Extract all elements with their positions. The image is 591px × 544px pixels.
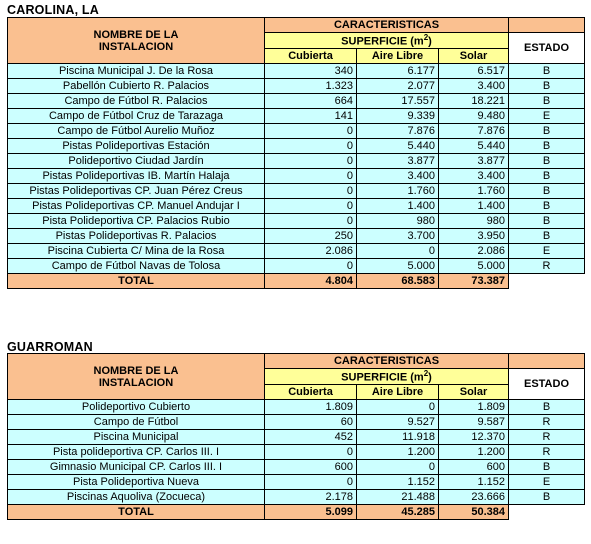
estado-value: R bbox=[509, 259, 585, 274]
total-label: TOTAL bbox=[8, 505, 265, 520]
aire-libre-value: 11.918 bbox=[357, 430, 439, 445]
aire-libre-value: 3.877 bbox=[357, 154, 439, 169]
facility-name: Polideportivo Ciudad Jardín bbox=[8, 154, 265, 169]
table-row bbox=[8, 244, 585, 259]
table-row bbox=[8, 94, 585, 109]
cubierta-value: 0 bbox=[265, 214, 357, 229]
section-title: GUARROMAN bbox=[7, 340, 93, 354]
estado-value: B bbox=[509, 79, 585, 94]
estado-value: R bbox=[509, 445, 585, 460]
aire-libre-value: 5.000 bbox=[357, 259, 439, 274]
aire-libre-value: 0 bbox=[357, 460, 439, 475]
estado-value: B bbox=[509, 490, 585, 505]
col-header-empty bbox=[509, 354, 585, 369]
aire-libre-value: 1.200 bbox=[357, 445, 439, 460]
col-header-solar: Solar bbox=[439, 49, 509, 64]
estado-value: B bbox=[509, 169, 585, 184]
estado-value: E bbox=[509, 244, 585, 259]
aire-libre-value: 17.557 bbox=[357, 94, 439, 109]
col-header-solar: Solar bbox=[439, 385, 509, 400]
facility-name: Gimnasio Municipal CP. Carlos III. I bbox=[8, 460, 265, 475]
estado-value: B bbox=[509, 400, 585, 415]
solar-value: 9.480 bbox=[439, 109, 509, 124]
facility-name: Pabellón Cubierto R. Palacios bbox=[8, 79, 265, 94]
cubierta-value: 0 bbox=[265, 169, 357, 184]
col-header-aire-libre: Aire Libre bbox=[357, 385, 439, 400]
section-title: CAROLINA, LA bbox=[7, 3, 99, 17]
total-aire-libre: 45.285 bbox=[357, 505, 439, 520]
table-row bbox=[8, 184, 585, 199]
cubierta-value: 452 bbox=[265, 430, 357, 445]
total-cubierta: 4.804 bbox=[265, 274, 357, 289]
table-row bbox=[8, 139, 585, 154]
total-aire-libre: 68.583 bbox=[357, 274, 439, 289]
col-header-estado: ESTADO bbox=[509, 369, 585, 400]
estado-value: R bbox=[509, 415, 585, 430]
facility-name: Pistas Polideportivas IB. Martín Halaja bbox=[8, 169, 265, 184]
solar-value: 12.370 bbox=[439, 430, 509, 445]
cubierta-value: 2.086 bbox=[265, 244, 357, 259]
table-row bbox=[8, 169, 585, 184]
cubierta-value: 600 bbox=[265, 460, 357, 475]
cubierta-value: 0 bbox=[265, 475, 357, 490]
facilities-table bbox=[7, 17, 585, 289]
estado-value: B bbox=[509, 229, 585, 244]
facility-name: Pista Polideportiva Nueva bbox=[8, 475, 265, 490]
aire-libre-value: 980 bbox=[357, 214, 439, 229]
cubierta-value: 60 bbox=[265, 415, 357, 430]
cubierta-value: 1.323 bbox=[265, 79, 357, 94]
aire-libre-value: 7.876 bbox=[357, 124, 439, 139]
estado-value: B bbox=[509, 199, 585, 214]
facilities-table bbox=[7, 353, 585, 520]
facility-name: Polideportivo Cubierto bbox=[8, 400, 265, 415]
estado-value: B bbox=[509, 124, 585, 139]
solar-value: 1.200 bbox=[439, 445, 509, 460]
cubierta-value: 0 bbox=[265, 184, 357, 199]
facility-name: Piscina Municipal J. De la Rosa bbox=[8, 64, 265, 79]
aire-libre-value: 6.177 bbox=[357, 64, 439, 79]
facility-name: Campo de Fútbol Navas de Tolosa bbox=[8, 259, 265, 274]
solar-value: 980 bbox=[439, 214, 509, 229]
table-row bbox=[8, 109, 585, 124]
cubierta-value: 0 bbox=[265, 259, 357, 274]
facility-name: Campo de Fútbol bbox=[8, 415, 265, 430]
col-header-caracteristicas: CARACTERISTICAS bbox=[265, 354, 509, 369]
cubierta-value: 1.809 bbox=[265, 400, 357, 415]
facility-name: Piscinas Aquoliva (Zocueca) bbox=[8, 490, 265, 505]
facility-name: Campo de Fútbol R. Palacios bbox=[8, 94, 265, 109]
total-blank bbox=[509, 505, 585, 520]
estado-value: B bbox=[509, 460, 585, 475]
cubierta-value: 0 bbox=[265, 199, 357, 214]
solar-value: 9.587 bbox=[439, 415, 509, 430]
aire-libre-value: 1.760 bbox=[357, 184, 439, 199]
table-row bbox=[8, 445, 585, 460]
estado-value: B bbox=[509, 184, 585, 199]
col-header-superficie: SUPERFICIE $(m^2)$ bbox=[265, 369, 509, 385]
aire-libre-value: 1.400 bbox=[357, 199, 439, 214]
table-row bbox=[8, 475, 585, 490]
estado-value: B bbox=[509, 139, 585, 154]
table-row bbox=[8, 154, 585, 169]
facility-name: Pista Polideportiva CP. Palacios Rubio bbox=[8, 214, 265, 229]
estado-value: R bbox=[509, 430, 585, 445]
aire-libre-value: 1.152 bbox=[357, 475, 439, 490]
solar-value: 1.400 bbox=[439, 199, 509, 214]
aire-libre-value: 0 bbox=[357, 400, 439, 415]
estado-value: B bbox=[509, 64, 585, 79]
col-header-cubierta: Cubierta bbox=[265, 385, 357, 400]
col-header-caracteristicas: CARACTERISTICAS bbox=[265, 18, 509, 33]
cubierta-value: 664 bbox=[265, 94, 357, 109]
table-row bbox=[8, 229, 585, 244]
table-row bbox=[8, 490, 585, 505]
solar-value: 600 bbox=[439, 460, 509, 475]
facility-name: Pista polideportiva CP. Carlos III. I bbox=[8, 445, 265, 460]
solar-value: 5.440 bbox=[439, 139, 509, 154]
facility-name: Pistas Polideportivas CP. Juan Pérez Creus bbox=[8, 184, 265, 199]
aire-libre-value: 5.440 bbox=[357, 139, 439, 154]
facility-name: Piscina Cubierta C/ Mina de la Rosa bbox=[8, 244, 265, 259]
total-row bbox=[8, 274, 585, 289]
table-row bbox=[8, 199, 585, 214]
solar-value: 6.517 bbox=[439, 64, 509, 79]
total-row bbox=[8, 505, 585, 520]
estado-value: B bbox=[509, 214, 585, 229]
solar-value: 23.666 bbox=[439, 490, 509, 505]
table-row bbox=[8, 400, 585, 415]
facility-name: Campo de Fútbol Aurelio Muñoz bbox=[8, 124, 265, 139]
col-header-cubierta: Cubierta bbox=[265, 49, 357, 64]
cubierta-value: 340 bbox=[265, 64, 357, 79]
cubierta-value: 2.178 bbox=[265, 490, 357, 505]
aire-libre-value: 0 bbox=[357, 244, 439, 259]
solar-value: 5.000 bbox=[439, 259, 509, 274]
col-header-superficie: SUPERFICIE $(m^2)$ bbox=[265, 33, 509, 49]
solar-value: 7.876 bbox=[439, 124, 509, 139]
facility-name: Pistas Polideportivas CP. Manuel Andujar I bbox=[8, 199, 265, 214]
estado-value: E bbox=[509, 109, 585, 124]
aire-libre-value: 3.700 bbox=[357, 229, 439, 244]
table-row bbox=[8, 430, 585, 445]
table-row bbox=[8, 79, 585, 94]
facility-name: Pistas Polideportivas R. Palacios bbox=[8, 229, 265, 244]
col-header-name: NOMBRE DE LA INSTALACION bbox=[8, 354, 265, 400]
solar-value: 3.400 bbox=[439, 169, 509, 184]
aire-libre-value: 3.400 bbox=[357, 169, 439, 184]
facility-name: Campo de Fútbol Cruz de Tarazaga bbox=[8, 109, 265, 124]
facility-name: Pistas Polideportivas Estación bbox=[8, 139, 265, 154]
aire-libre-value: 9.527 bbox=[357, 415, 439, 430]
total-solar: 50.384 bbox=[439, 505, 509, 520]
table-row bbox=[8, 214, 585, 229]
col-header-name: NOMBRE DE LA INSTALACION bbox=[8, 18, 265, 64]
estado-value: B bbox=[509, 154, 585, 169]
table-row bbox=[8, 415, 585, 430]
cubierta-value: 141 bbox=[265, 109, 357, 124]
aire-libre-value: 2.077 bbox=[357, 79, 439, 94]
cubierta-value: 0 bbox=[265, 139, 357, 154]
aire-libre-value: 21.488 bbox=[357, 490, 439, 505]
solar-value: 1.152 bbox=[439, 475, 509, 490]
table-row bbox=[8, 124, 585, 139]
col-header-aire-libre: Aire Libre bbox=[357, 49, 439, 64]
col-header-empty bbox=[509, 18, 585, 33]
table-row bbox=[8, 64, 585, 79]
solar-value: 3.400 bbox=[439, 79, 509, 94]
solar-value: 1.760 bbox=[439, 184, 509, 199]
cubierta-value: 0 bbox=[265, 124, 357, 139]
table-row bbox=[8, 460, 585, 475]
solar-value: 3.877 bbox=[439, 154, 509, 169]
table-row bbox=[8, 259, 585, 274]
solar-value: 1.809 bbox=[439, 400, 509, 415]
aire-libre-value: 9.339 bbox=[357, 109, 439, 124]
solar-value: 3.950 bbox=[439, 229, 509, 244]
estado-value: B bbox=[509, 94, 585, 109]
cubierta-value: 0 bbox=[265, 154, 357, 169]
total-label: TOTAL bbox=[8, 274, 265, 289]
cubierta-value: 250 bbox=[265, 229, 357, 244]
total-cubierta: 5.099 bbox=[265, 505, 357, 520]
cubierta-value: 0 bbox=[265, 445, 357, 460]
total-solar: 73.387 bbox=[439, 274, 509, 289]
col-header-estado: ESTADO bbox=[509, 33, 585, 64]
solar-value: 2.086 bbox=[439, 244, 509, 259]
solar-value: 18.221 bbox=[439, 94, 509, 109]
total-blank bbox=[509, 274, 585, 289]
estado-value: E bbox=[509, 475, 585, 490]
facility-name: Piscina Municipal bbox=[8, 430, 265, 445]
